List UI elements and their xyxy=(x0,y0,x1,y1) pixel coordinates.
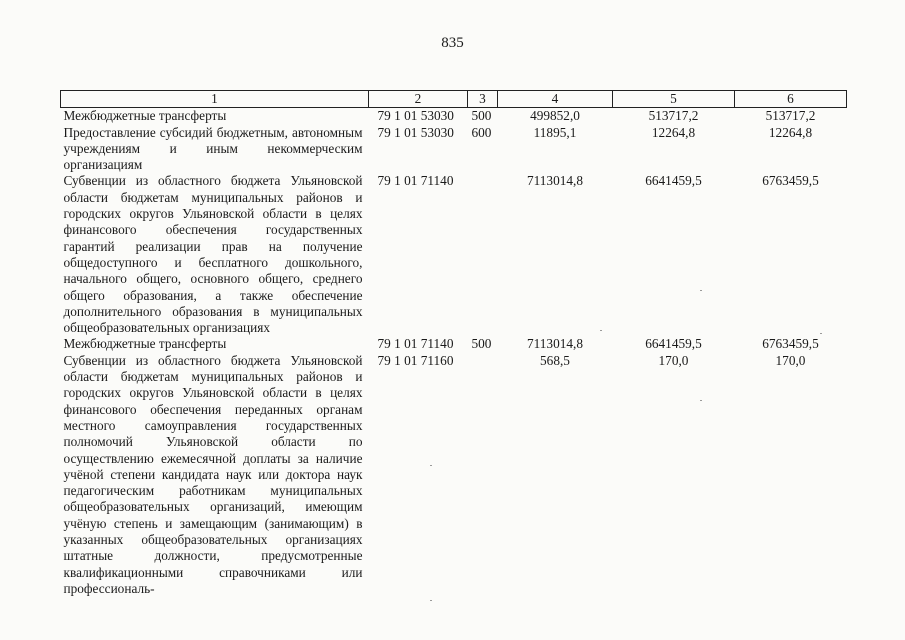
row-vr: 600 xyxy=(471,124,492,140)
table-row xyxy=(61,353,847,597)
row-value-5: 6641459,5 xyxy=(645,173,702,189)
row-code: 79 1 01 71140 xyxy=(377,173,454,189)
row-value-6: 513717,2 xyxy=(765,108,816,124)
header-row xyxy=(61,91,847,108)
row-value-5: 513717,2 xyxy=(648,108,699,124)
row-value-5: 6641459,5 xyxy=(645,336,702,352)
row-value-4: 499852,0 xyxy=(530,108,580,124)
row-value-4: 7113014,8 xyxy=(526,173,584,189)
table-row xyxy=(61,336,847,352)
table-row xyxy=(61,108,847,125)
header-col-1: 1 xyxy=(61,91,369,108)
scan-speck xyxy=(700,290,702,291)
row-vr xyxy=(468,173,498,336)
row-vr: 500 xyxy=(471,336,492,352)
row-vr: 500 xyxy=(471,108,492,124)
scan-speck xyxy=(430,465,432,466)
row-vr xyxy=(468,353,498,597)
scan-speck xyxy=(430,600,432,601)
header-col-4: 4 xyxy=(498,91,613,108)
row-name: Предоставление субсидий бюджетным, автономным учреждениям и иным некоммерческим организациям xyxy=(63,124,363,173)
header-col-6: 6 xyxy=(735,91,847,108)
header-col-5: 5 xyxy=(613,91,735,108)
header-col-2: 2 xyxy=(369,91,468,108)
row-value-5: 170,0 xyxy=(658,352,689,368)
budget-table xyxy=(60,90,847,597)
row-name: Субвенции из областного бюджета Ульяновской области бюджетам муниципальных районов и городских округов Ульяновской области в целях финансового обеспечения переданных органам местного самоуправления государственных полномочий Ульяновской области по осуществлению ежемесячной доплаты за наличие учёной степени кандидата наук или доктора наук педагогическим работникам муниципальных общеобразовательных организаций, имеющим учёную степень и замещающим (занимающим) в указанных общеобразовательных организациях штатные должности, предусмотренные квалификационными справочниками или профессиональ- xyxy=(63,352,363,596)
row-value-6: 6763459,5 xyxy=(762,173,819,189)
row-value-6: 12264,8 xyxy=(768,124,813,140)
row-name: Межбюджетные трансферты xyxy=(63,108,227,124)
row-value-4: 11895,1 xyxy=(533,124,577,140)
row-code: 79 1 01 53030 xyxy=(377,124,454,140)
row-value-4: 7113014,8 xyxy=(526,336,584,352)
table-row xyxy=(61,173,847,336)
row-code: 79 1 01 71140 xyxy=(377,336,454,352)
header-col-3: 3 xyxy=(468,91,498,108)
row-value-4: 568,5 xyxy=(540,352,570,368)
row-name: Субвенции из областного бюджета Ульяновской области бюджетам муниципальных районов и городских округов Ульяновской области в целях финансового обеспечения государственных гарантий реализации прав на получение общедоступного и бесплатного дошкольного, начального общего, основного общего, среднего общего образования, а также обеспечение дополнительного образования в муниципальных общеобразовательных организациях xyxy=(63,173,363,336)
scan-speck xyxy=(820,333,822,334)
scan-speck xyxy=(700,400,702,401)
row-code: 79 1 01 71160 xyxy=(377,352,454,368)
page-number: 835 xyxy=(441,35,464,51)
row-name: Межбюджетные трансферты xyxy=(63,336,227,352)
row-value-6: 6763459,5 xyxy=(762,336,819,352)
table-row xyxy=(61,125,847,174)
row-code: 79 1 01 53030 xyxy=(377,108,454,124)
scan-speck xyxy=(600,330,602,331)
row-value-5: 12264,8 xyxy=(651,124,696,140)
row-value-6: 170,0 xyxy=(775,352,806,368)
